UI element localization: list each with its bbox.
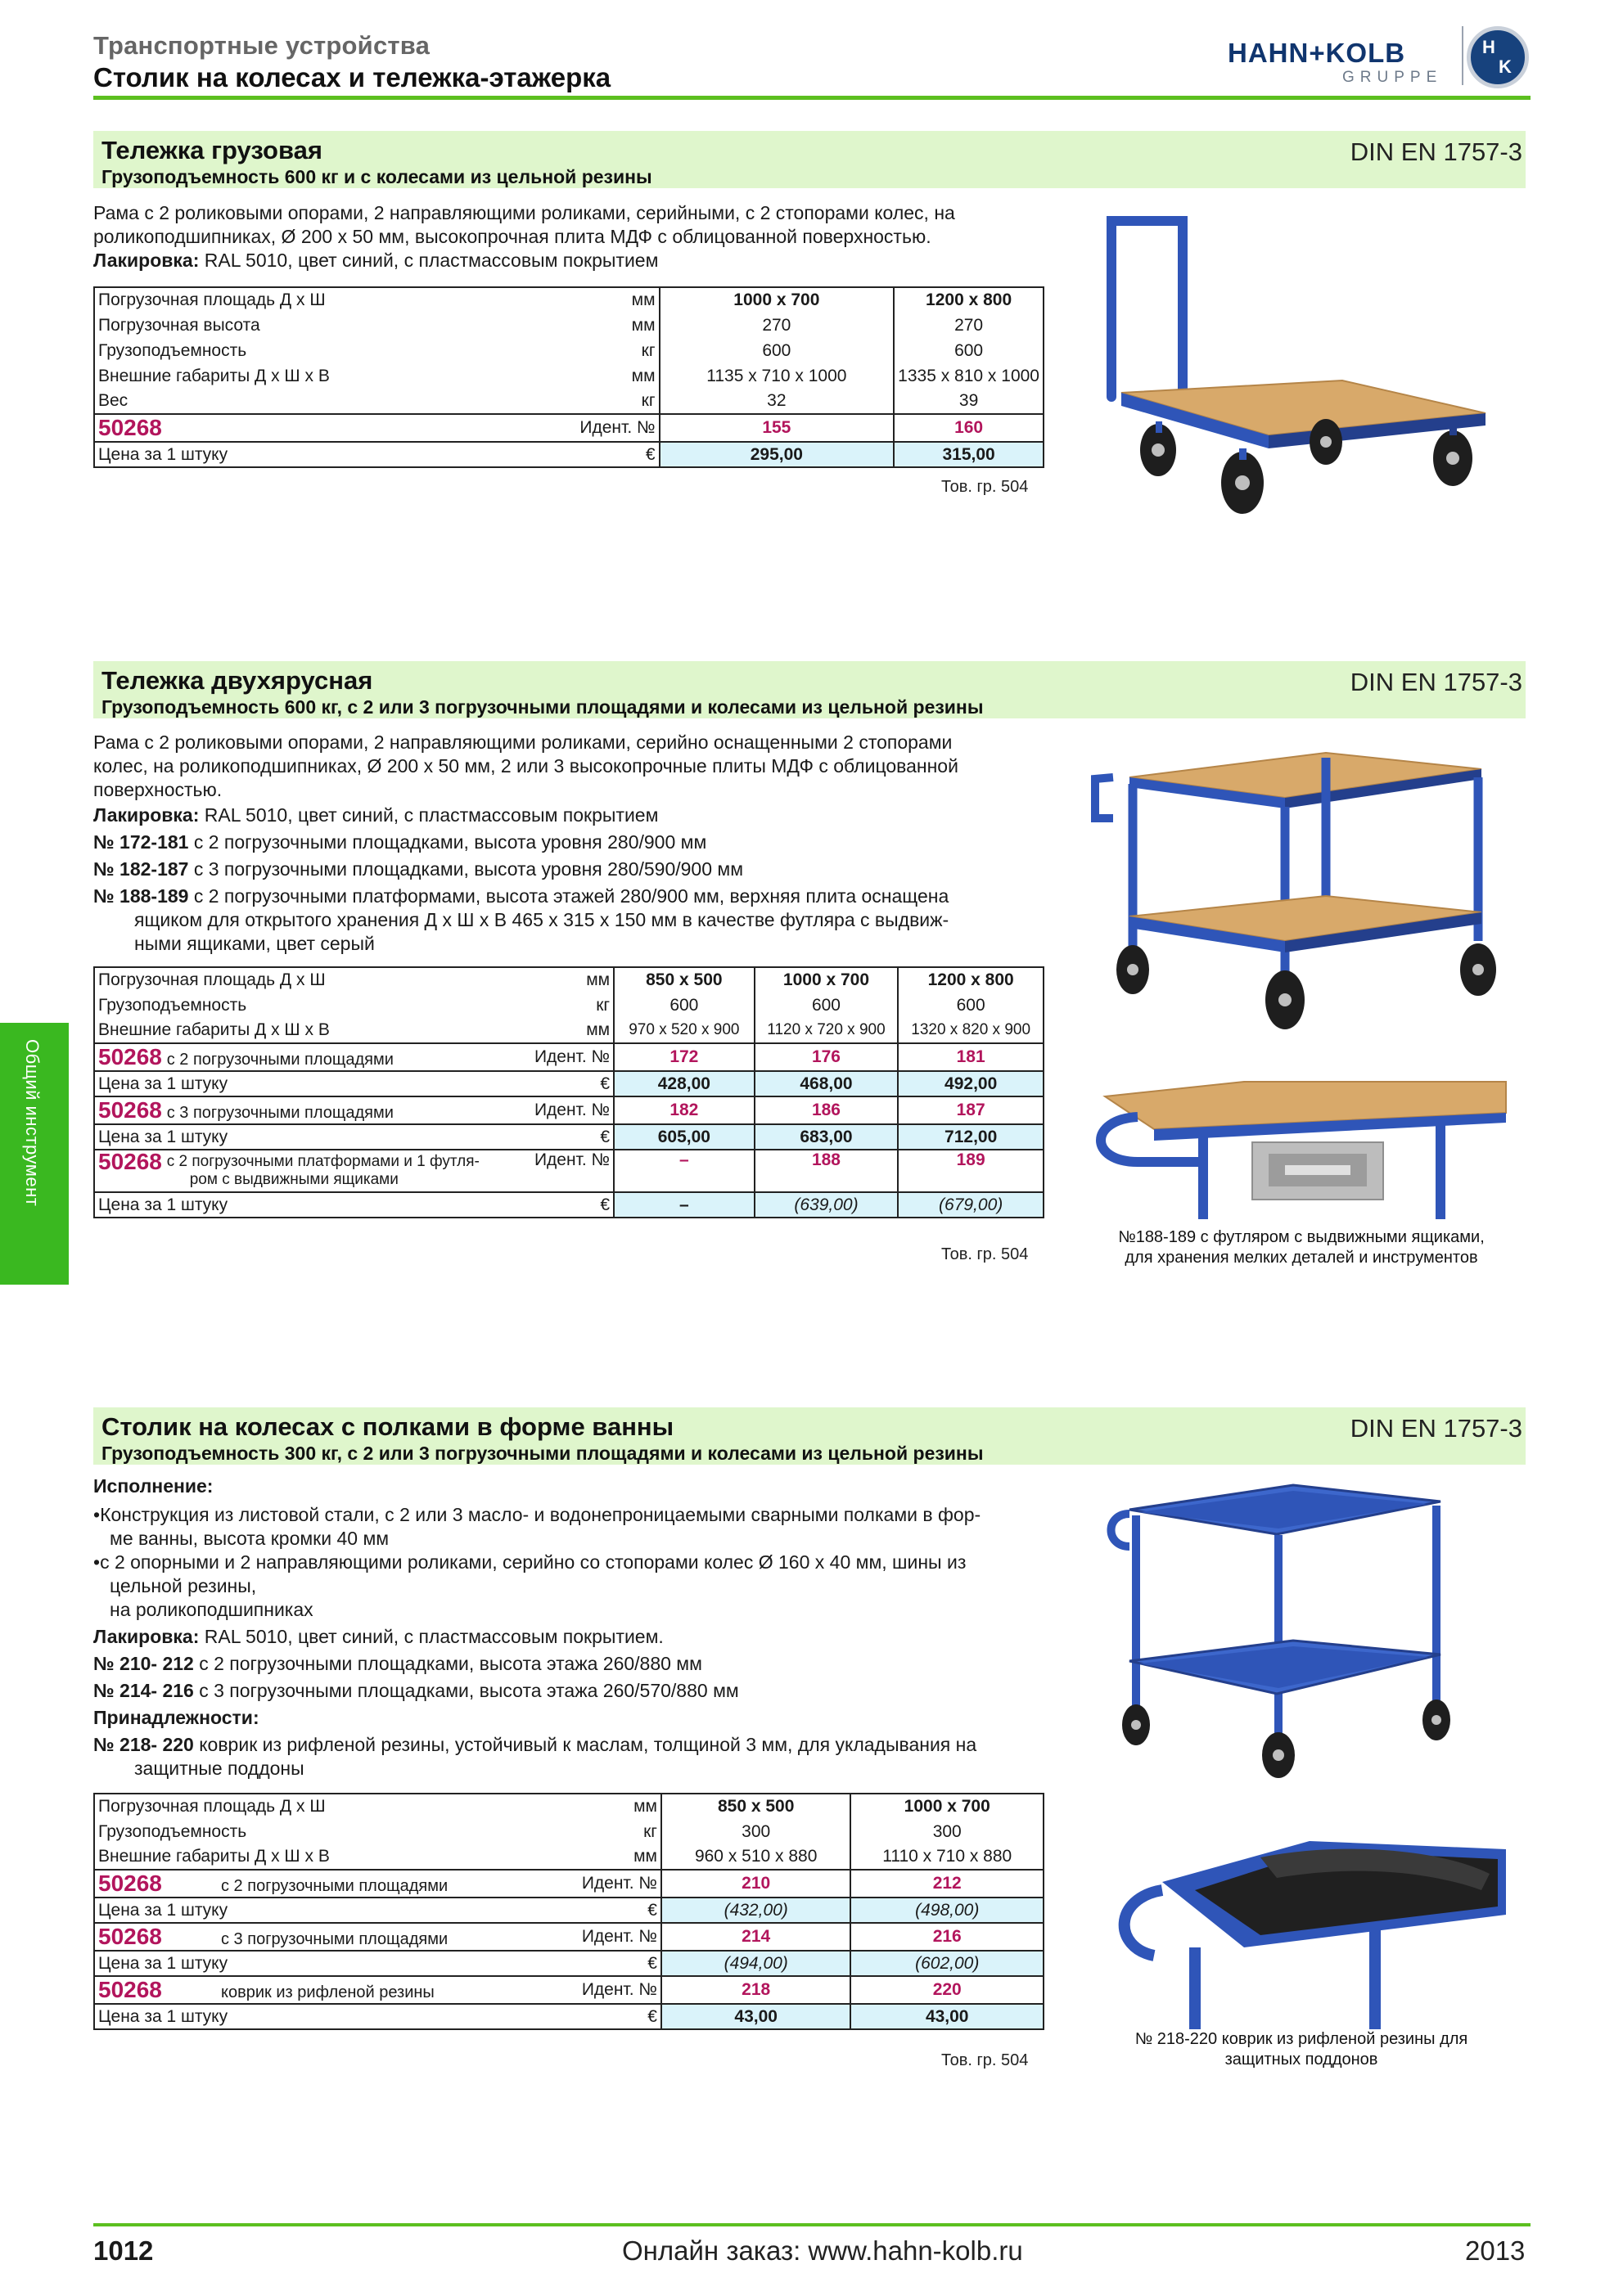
cell-value: 600 xyxy=(898,993,1044,1018)
ident-number[interactable]: 212 xyxy=(850,1870,1044,1898)
article-desc: с 2 погрузочными площадями xyxy=(221,1877,449,1895)
article-code: 50268 xyxy=(98,1149,162,1174)
column-header: 1200 x 800 xyxy=(898,967,1044,993)
side-category-tab[interactable] xyxy=(0,1023,69,1285)
article-cell xyxy=(94,1150,503,1192)
cell-value: 32 xyxy=(660,389,895,414)
ident-row xyxy=(94,1923,1044,1951)
ident-label: Идент. № xyxy=(503,1150,614,1192)
lak-label: Лакировка: xyxy=(93,1626,200,1647)
table-row xyxy=(94,1819,1044,1844)
row-unit: мм xyxy=(568,1794,661,1819)
variant-text: с 2 погрузочными площадками, высота этажа 260/880 мм xyxy=(193,1653,702,1674)
variant-number: № 210- 212 xyxy=(93,1653,194,1674)
variant-text: с 3 погрузочными площадками, высота этажа 260/570/880 мм xyxy=(193,1680,739,1701)
desc-line: Рама с 2 роликовыми опорами, 2 направляющими роликами, серийно оснащенными 2 стопорами xyxy=(93,732,953,753)
brand-logo xyxy=(1228,23,1531,90)
column-header: 1000 x 700 xyxy=(660,287,895,313)
ident-number[interactable]: 160 xyxy=(894,414,1044,442)
variant-text: коврик из рифленой резины, устойчивый к маслам, толщиной 3 мм, для укладывания на xyxy=(193,1734,977,1755)
cell-value: 1335 x 810 x 1000 xyxy=(894,363,1044,389)
cell-value: 600 xyxy=(660,338,895,363)
price-value: (432,00) xyxy=(661,1898,851,1923)
section3-product-group: Тов. гр. 504 xyxy=(941,2051,1029,2069)
article-code: 50268 xyxy=(94,414,487,442)
ident-number[interactable]: 176 xyxy=(755,1043,899,1071)
row-label: Грузоподъемность xyxy=(98,340,247,360)
cell-value: 600 xyxy=(755,993,899,1018)
bullet-text: Конструкция из листовой стали, с 2 или 3 масло- и водонепроницаемыми сварными полками в фор- xyxy=(100,1504,981,1525)
row-unit: мм xyxy=(487,287,660,313)
section2-description xyxy=(93,731,1059,956)
variant-text: с 3 погрузочными площадками, высота уровня 280/590/900 мм xyxy=(188,858,744,880)
cell-value: 600 xyxy=(894,338,1044,363)
desc-line: колес, на роликоподшипниках, Ø 200 x 50 мм, 2 или 3 высокопрочные плиты МДФ с облицованной xyxy=(93,755,958,777)
section1-product-group: Тов. гр. 504 xyxy=(941,478,1029,496)
lak-label: Лакировка: xyxy=(93,250,200,271)
cell-value: 600 xyxy=(614,993,755,1018)
table-row xyxy=(94,363,1044,389)
row-label: Внешние габариты Д x Ш x В xyxy=(98,1847,330,1866)
accessories-label: Принадлежности: xyxy=(93,1707,259,1728)
rubber-mat-detail-image xyxy=(1097,1825,1506,2029)
section3-description xyxy=(93,1474,1059,1781)
catalog-year: 2013 xyxy=(1465,2235,1526,2266)
ident-row xyxy=(94,1150,1044,1192)
article-cell xyxy=(94,1870,568,1898)
price-value: (498,00) xyxy=(850,1898,1044,1923)
ident-number[interactable]: 172 xyxy=(614,1043,755,1071)
desc-line: роликоподшипниках, Ø 200 x 50 мм, высокопрочная плита МДФ с облицованной поверхностью. xyxy=(93,226,931,247)
price-label: Цена за 1 штуку xyxy=(94,1898,568,1923)
currency-symbol: € xyxy=(487,442,660,467)
ident-number[interactable]: 189 xyxy=(898,1150,1044,1192)
table-row xyxy=(94,1794,1044,1819)
price-value: 43,00 xyxy=(661,2004,851,2029)
header-rule xyxy=(93,96,1531,100)
bullet-item: •Конструкция из листовой стали, с 2 или 3 масло- и водонепроницаемыми сварными полками в фор- xyxy=(93,1504,981,1525)
lak-line xyxy=(93,249,1043,272)
ident-label: Идент. № xyxy=(568,1976,661,2004)
section3-subtitle: Грузоподъемность 300 кг, с 2 или 3 погрузочными площадями и колесами из цельной резины xyxy=(101,1443,984,1464)
caption-line: защитных поддонов xyxy=(1224,2051,1378,2069)
price-label: Цена за 1 штуку xyxy=(94,1124,503,1150)
variant-line xyxy=(93,1733,1059,1757)
desc-line: Рама с 2 роликовыми опорами, 2 направляющими роликами, серийными, с 2 стопорами колес, на xyxy=(93,202,955,223)
price-label: Цена за 1 штуку xyxy=(94,442,487,467)
article-cell xyxy=(94,1976,568,2004)
caption-line: для хранения мелких деталей и инструментов xyxy=(1125,1249,1478,1267)
article-cell xyxy=(94,1923,568,1951)
price-value: 468,00 xyxy=(755,1071,899,1096)
ident-number[interactable]: 181 xyxy=(898,1043,1044,1071)
variant-number: № 182-187 xyxy=(93,858,189,880)
variant-line xyxy=(93,1679,1059,1703)
table-row xyxy=(94,338,1044,363)
lak-line xyxy=(93,1625,1059,1649)
price-value: 295,00 xyxy=(660,442,895,467)
section2-title: Тележка двухярусная xyxy=(101,666,373,695)
ident-row xyxy=(94,1870,1044,1898)
two-tier-trolley-image xyxy=(1080,736,1522,1047)
lak-line xyxy=(93,804,1059,827)
article-cell xyxy=(94,1043,503,1071)
logo-letter-h: H xyxy=(1482,37,1495,57)
price-row xyxy=(94,1124,1044,1150)
price-label: Цена за 1 штуку xyxy=(94,1951,568,1976)
cell-value: 270 xyxy=(660,313,895,338)
variant-text: с 2 погрузочными платформами, высота этажей 280/900 мм, верхняя плита оснащена xyxy=(188,885,949,907)
ident-label: Идент. № xyxy=(487,414,660,442)
section3-header xyxy=(93,1407,1526,1465)
variant-text-cont: защитные поддоны xyxy=(134,1758,304,1779)
caption-line: № 218-220 коврик из рифленой резины для xyxy=(1134,2030,1468,2048)
column-header: 1000 x 700 xyxy=(755,967,899,993)
price-value: 712,00 xyxy=(898,1124,1044,1150)
currency-symbol: € xyxy=(503,1124,614,1150)
ident-number[interactable]: 216 xyxy=(850,1923,1044,1951)
platform-trolley-image xyxy=(1080,205,1522,532)
currency-symbol: € xyxy=(503,1071,614,1096)
lak-text: RAL 5010, цвет синий, с пластмассовым покрытием xyxy=(199,804,659,826)
table-row xyxy=(94,389,1044,414)
row-label: Вес xyxy=(98,391,128,410)
execution-label: Исполнение: xyxy=(93,1475,214,1497)
bullet-text-cont: на роликоподшипниках xyxy=(110,1599,313,1620)
price-value: (602,00) xyxy=(850,1951,1044,1976)
section2-din: DIN EN 1757-3 xyxy=(1350,668,1522,696)
table-row xyxy=(94,1844,1044,1870)
article-desc: коврик из рифленой резины xyxy=(221,1983,435,2001)
variant-number: № 218- 220 xyxy=(93,1734,194,1755)
price-row xyxy=(94,442,1044,467)
ident-label: Идент. № xyxy=(503,1043,614,1071)
ident-number[interactable]: 186 xyxy=(755,1096,899,1124)
cell-value: 1135 x 710 x 1000 xyxy=(660,363,895,389)
column-header: 1200 x 800 xyxy=(894,287,1044,313)
column-header: 850 x 500 xyxy=(661,1794,851,1819)
section1-title: Тележка грузовая xyxy=(101,136,322,164)
currency-symbol: € xyxy=(568,1951,661,1976)
section3-image-caption xyxy=(1080,2029,1522,2070)
logo-emblem-icon xyxy=(1467,26,1529,88)
column-header: 850 x 500 xyxy=(614,967,755,993)
bullet-item: •с 2 опорными и 2 направляющими роликами, серийно со стопорами колес Ø 160 x 40 мм, шины из xyxy=(93,1551,967,1573)
variant-line xyxy=(93,858,1059,881)
table-row xyxy=(94,967,1044,993)
bullet-text-cont: цельной резины, xyxy=(110,1575,257,1596)
cell-value: 300 xyxy=(850,1819,1044,1844)
row-label: Погрузочная площадь Д x Ш xyxy=(98,1797,326,1816)
row-unit: кг xyxy=(487,389,660,414)
variant-line xyxy=(93,1652,1059,1676)
price-value: 605,00 xyxy=(614,1124,755,1150)
category-title: Транспортные устройства xyxy=(93,31,431,60)
table-row xyxy=(94,1018,1044,1043)
logo-text: HAHN+KOLB xyxy=(1228,38,1406,68)
section2-table xyxy=(93,966,1044,1218)
row-unit: мм xyxy=(487,313,660,338)
article-code: 50268 xyxy=(98,1977,162,2002)
price-value: (639,00) xyxy=(755,1192,899,1218)
cell-value: 1320 x 820 x 900 xyxy=(898,1018,1044,1043)
ident-number[interactable]: 210 xyxy=(661,1870,851,1898)
ident-number[interactable]: 218 xyxy=(661,1976,851,2004)
price-value: – xyxy=(614,1192,755,1218)
price-value: 683,00 xyxy=(755,1124,899,1150)
column-header: 1000 x 700 xyxy=(850,1794,1044,1819)
logo-letter-k: K xyxy=(1499,56,1512,77)
cell-value: 960 x 510 x 880 xyxy=(661,1844,851,1870)
price-label: Цена за 1 штуку xyxy=(94,2004,568,2029)
variant-line xyxy=(93,831,1059,854)
price-row xyxy=(94,1898,1044,1923)
section1-subtitle: Грузоподъемность 600 кг и с колесами из цельной резины xyxy=(101,166,652,187)
lak-text: RAL 5010, цвет синий, с пластмассовым покрытием xyxy=(199,250,659,271)
ident-number[interactable]: 155 xyxy=(660,414,895,442)
cell-value: 300 xyxy=(661,1819,851,1844)
variant-number: № 188-189 xyxy=(93,885,189,907)
variant-number: № 172-181 xyxy=(93,831,189,853)
variant-text-cont: ными ящиками, цвет серый xyxy=(134,933,375,954)
table-row xyxy=(94,993,1044,1018)
price-value: (494,00) xyxy=(661,1951,851,1976)
table-row xyxy=(94,287,1044,313)
ident-label: Идент. № xyxy=(568,1923,661,1951)
article-desc xyxy=(167,1153,480,1189)
currency-symbol: € xyxy=(568,1898,661,1923)
article-code: 50268 xyxy=(98,1871,162,1896)
ident-number[interactable]: – xyxy=(614,1150,755,1192)
table-row xyxy=(94,313,1044,338)
ident-label: Идент. № xyxy=(503,1096,614,1124)
section2-header xyxy=(93,661,1526,718)
article-cell xyxy=(94,1096,503,1124)
ident-row xyxy=(94,1096,1044,1124)
row-label: Внешние габариты Д x Ш x В xyxy=(98,1020,330,1039)
article-desc-line: ром с выдвижными ящиками xyxy=(189,1171,399,1188)
row-label: Внешние габариты Д x Ш x В xyxy=(98,366,330,385)
row-label: Погрузочная площадь Д x Ш xyxy=(98,290,326,309)
variant-line xyxy=(93,885,1059,908)
section2-product-group: Тов. гр. 504 xyxy=(941,1245,1029,1263)
article-code: 50268 xyxy=(98,1044,162,1069)
section1-header xyxy=(93,131,1526,188)
article-desc: с 2 погрузочными площадями xyxy=(166,1051,394,1069)
price-value: (679,00) xyxy=(898,1192,1044,1218)
section1-din: DIN EN 1757-3 xyxy=(1350,137,1522,166)
article-desc: с 3 погрузочными площадями xyxy=(221,1930,449,1948)
row-label: Погрузочная площадь Д x Ш xyxy=(98,970,326,989)
section3-din: DIN EN 1757-3 xyxy=(1350,1414,1522,1443)
article-code: 50268 xyxy=(98,1097,162,1123)
variant-text-cont: ящиком для открытого хранения Д x Ш x В 465 x 315 x 150 мм в качестве футляра с выдвиж- xyxy=(134,909,949,930)
row-unit: кг xyxy=(487,338,660,363)
tray-shelf-trolley-image xyxy=(1097,1465,1506,1784)
cell-value: 1120 x 720 x 900 xyxy=(755,1018,899,1043)
side-tab-label: Общий инструмент xyxy=(22,1039,43,1207)
section1-description xyxy=(93,201,1043,272)
ident-label: Идент. № xyxy=(568,1870,661,1898)
drawer-case-detail-image xyxy=(1080,1072,1522,1219)
price-row xyxy=(94,1951,1044,1976)
cell-value: 39 xyxy=(894,389,1044,414)
footer-rule xyxy=(93,2223,1531,2226)
price-value: 315,00 xyxy=(894,442,1044,467)
row-unit: мм xyxy=(503,1018,614,1043)
article-code: 50268 xyxy=(98,1924,162,1949)
lak-text: RAL 5010, цвет синий, с пластмассовым покрытием. xyxy=(199,1626,664,1647)
price-row xyxy=(94,1071,1044,1096)
ident-number[interactable]: 187 xyxy=(898,1096,1044,1124)
section2-image-caption xyxy=(1080,1227,1522,1268)
page-title: Столик на колесах и тележка-этажерка xyxy=(93,62,611,92)
ident-row xyxy=(94,414,1044,442)
section3-table xyxy=(93,1793,1044,2030)
row-unit: мм xyxy=(568,1844,661,1870)
row-label: Грузоподъемность xyxy=(98,1821,247,1841)
ident-number[interactable]: 220 xyxy=(850,1976,1044,2004)
cell-value: 270 xyxy=(894,313,1044,338)
currency-symbol: € xyxy=(568,2004,661,2029)
ident-number[interactable]: 182 xyxy=(614,1096,755,1124)
ident-number[interactable]: 188 xyxy=(755,1150,899,1192)
section3-title: Столик на колесах с полками в форме ванны xyxy=(101,1412,674,1441)
variant-text: с 2 погрузочными площадками, высота уровня 280/900 мм xyxy=(188,831,707,853)
currency-symbol: € xyxy=(503,1192,614,1218)
lak-label: Лакировка: xyxy=(93,804,200,826)
article-desc: с 3 погрузочными площадями xyxy=(166,1104,394,1122)
price-value: 43,00 xyxy=(850,2004,1044,2029)
caption-line: №188-189 с футляром с выдвижными ящиками, xyxy=(1118,1228,1485,1246)
section2-subtitle: Грузоподъемность 600 кг, с 2 или 3 погрузочными площадями и колесами из цельной резины xyxy=(101,696,984,718)
bullet-text-cont: ме ванны, высота кромки 40 мм xyxy=(110,1528,390,1549)
row-label: Погрузочная высота xyxy=(98,315,260,335)
page-number: 1012 xyxy=(93,2235,154,2266)
cell-value: 1110 x 710 x 880 xyxy=(850,1844,1044,1870)
row-unit: мм xyxy=(487,363,660,389)
variant-number: № 214- 216 xyxy=(93,1680,194,1701)
ident-row xyxy=(94,1976,1044,2004)
section1-table xyxy=(93,286,1044,468)
logo-subtext: GRUPPE xyxy=(1342,69,1443,86)
cell-value: 970 x 520 x 900 xyxy=(614,1018,755,1043)
price-label: Цена за 1 штуку xyxy=(94,1071,503,1096)
bullet-text: с 2 опорными и 2 направляющими роликами, серийно со стопорами колес Ø 160 x 40 мм, шины из xyxy=(100,1551,967,1573)
row-unit: кг xyxy=(503,993,614,1018)
row-label: Грузоподъемность xyxy=(98,995,247,1015)
row-unit: кг xyxy=(568,1819,661,1844)
ident-number[interactable]: 214 xyxy=(661,1923,851,1951)
logo-divider xyxy=(1462,26,1463,85)
price-value: 492,00 xyxy=(898,1071,1044,1096)
article-desc-line: с 2 погрузочными платформами и 1 футля- xyxy=(166,1153,480,1170)
price-row xyxy=(94,2004,1044,2029)
desc-line: поверхностью. xyxy=(93,779,223,800)
price-value: 428,00 xyxy=(614,1071,755,1096)
row-unit: мм xyxy=(503,967,614,993)
price-row xyxy=(94,1192,1044,1218)
price-label: Цена за 1 штуку xyxy=(94,1192,503,1218)
ident-row xyxy=(94,1043,1044,1071)
online-order-link[interactable]: Онлайн заказ: www.hahn-kolb.ru xyxy=(622,2235,1023,2266)
